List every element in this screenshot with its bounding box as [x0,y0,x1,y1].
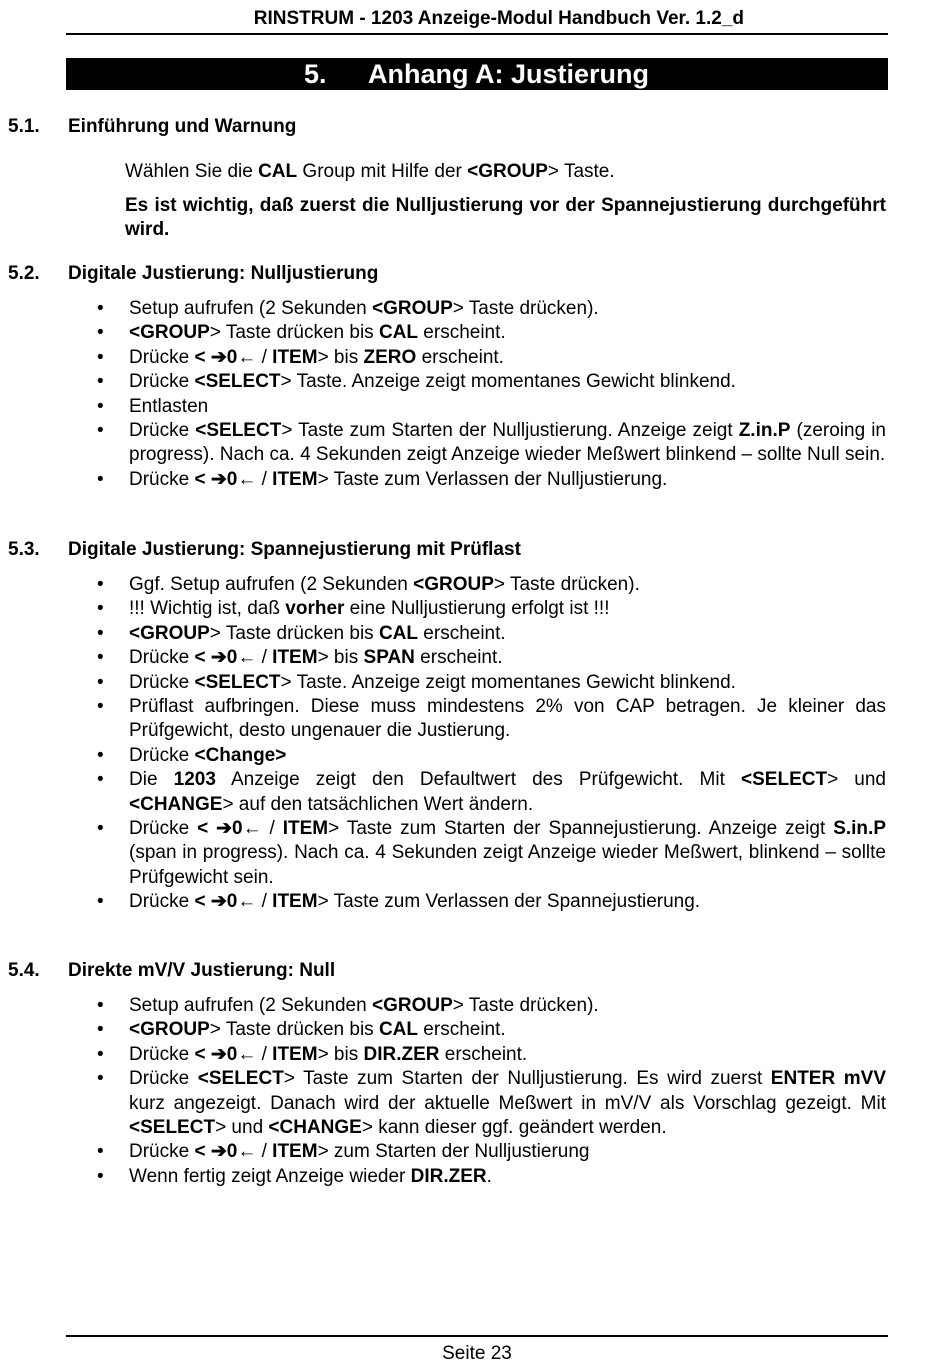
text-run: Prüflast aufbringen. Diese muss mindestens 2% von CAP betragen. Je kleiner das Prüfgewicht, desto ungenauer die Justierung. [129,696,886,742]
list-item [0,1067,886,1140]
text-run: > Taste zum Verlassen der Spannejustierung. [317,891,701,913]
text-run: Drücke [129,1043,195,1065]
bold-text: SPAN [363,647,415,669]
bold-text: <GROUP [129,1019,210,1041]
section-number: 5.3. [8,539,40,560]
text-run: > Taste drücken bis [209,322,379,344]
text-run: Drücke [129,1068,198,1090]
bold-text: < ➔0← [194,647,262,669]
text-run: > Taste zum Starten der Nulljustierung. Anzeige zeigt [281,420,739,442]
text-run: / [261,468,273,490]
bold-text: <SELECT [194,371,281,393]
list-item [0,817,886,890]
list-item [0,890,886,914]
text-run: Drücke [129,891,195,913]
chapter-title-bar [66,58,888,90]
list-item [0,622,886,646]
text-run: Drücke [129,346,195,368]
list-item [0,768,886,817]
bold-text: DIR.ZER [363,1043,440,1065]
text-run: Ggf. Setup aufrufen (2 Sekunden [129,574,414,595]
text-run: / [261,346,273,368]
text-run: . [486,1165,492,1187]
bold-text: CAL [378,1019,419,1041]
section-number: 5.4. [8,960,40,981]
text-run: > kann dieser ggf. geändert werden. [361,1117,667,1139]
text-run: > Taste zum Starten der Nulljustierung. Es wird zuerst [283,1068,771,1090]
bullet-list-5-2 [0,297,950,492]
list-item [0,1043,886,1067]
bold-text: <SELECT [194,671,281,693]
text-run: !!! Wichtig ist, daß [129,598,286,620]
bold-text: ITEM [272,1043,318,1065]
text-run: > und [215,1117,269,1139]
text-run: > Taste. Anzeige zeigt momentanes Gewicht blinkend. [280,671,736,693]
list-item [0,994,886,1018]
bold-text: <SELECT [195,420,282,442]
bold-text: 1203 [173,769,216,791]
text-run: > Taste. [547,161,615,182]
section-title: Digitale Justierung: Nulljustierung [68,263,379,284]
text-run: Drücke [129,420,196,442]
bold-text: ITEM [272,346,318,368]
text-run: eine Nulljustierung erfolgt ist !!! [344,598,610,620]
text-run: Drücke [129,671,195,693]
bold-text: <SELECT [129,1117,216,1139]
bold-text: <GROUP [413,574,494,595]
bold-text: < ➔0← [194,891,262,913]
text-run: / [261,1043,273,1065]
list-item [0,468,886,492]
text-run: erscheint. [418,322,506,344]
text-run: > bis [317,1043,364,1065]
bold-text: < ➔0← [197,818,270,840]
list-item [0,1018,886,1042]
page-number: Seite 23 [442,1343,512,1364]
text-run: erscheint. [414,647,503,669]
text-run: Wählen Sie die [125,161,259,182]
list-item [0,419,886,468]
list-item [0,744,886,768]
text-run: > bis [317,647,364,669]
bullet-list-5-3 [0,573,950,915]
text-run: Group mit Hilfe der [297,161,468,182]
text-run: > Taste drücken). [452,995,599,1016]
bold-text: <GROUP [467,161,548,182]
list-item [0,671,886,695]
text-run: / [269,818,283,840]
text-run: > und [827,769,887,791]
text-run: > auf den tatsächlichen Wert ändern. [222,793,534,815]
bold-text: ENTER mVV [770,1068,886,1090]
text-run: kurz angezeigt. Danach wird der aktuelle Meßwert in mV/V als Vorschlag gezeigt. Mit [129,1092,886,1114]
text-run: > bis [317,346,364,368]
text-run: Drücke [129,744,195,766]
bold-text: CAL [378,322,419,344]
list-item [0,395,886,419]
text-run: Entlasten [129,395,209,417]
text-run: > Taste drücken bis [209,1019,379,1041]
text-run: Wenn fertig zeigt Anzeige wieder [129,1165,411,1187]
bold-text: < ➔0← [194,1141,262,1163]
bold-text: < ➔0← [194,1043,262,1065]
bold-text: S.in.P [833,818,886,840]
bold-text: <Change> [194,744,287,766]
text-run: erscheint. [418,1019,506,1041]
header-rule [66,33,888,35]
text-run: Drücke [129,468,195,490]
section-number: 5.2. [8,263,40,284]
chapter-title: Anhang A: Justierung [368,59,649,89]
bold-text: DIR.ZER [410,1165,487,1187]
running-header: RINSTRUM - 1203 Anzeige-Modul Handbuch Ver. 1.2_d [253,8,744,29]
bold-text: <CHANGE [268,1117,362,1139]
text-run: erscheint. [418,622,506,644]
bold-text: CAL [378,622,419,644]
warning-paragraph: Es ist wichtig, daß zuerst die Nulljustierung vor der Spannejustierung durchgeführt wird. [125,195,886,240]
section-number: 5.1. [8,116,40,137]
bold-text: <GROUP [129,622,210,644]
bold-text: <SELECT [741,769,828,791]
chapter-number: 5. [304,59,327,89]
bold-text: ITEM [272,647,318,669]
intro-paragraph [125,160,886,184]
bold-text: ZERO [363,346,417,368]
section-title: Digitale Justierung: Spannejustierung mit Prüflast [68,539,521,560]
text-run: Anzeige zeigt den Defaultwert des Prüfgewicht. Mit [215,769,742,791]
bold-text: <CHANGE [129,793,223,815]
list-item [0,646,886,670]
bold-text: Z.in.P [738,420,791,442]
section-title: Einführung und Warnung [68,116,297,137]
bold-text: <GROUP [129,322,210,344]
text-run: > Taste drücken). [493,574,640,595]
text-run: (span in progress). Nach ca. 4 Sekunden zeigt Anzeige wieder Meßwert, blinkend – sollte Prüfgewicht sein. [129,842,886,888]
bold-text: CAL [258,161,298,182]
text-run: Drücke [129,647,195,669]
list-item [0,597,886,621]
bold-text: ITEM [282,818,329,840]
text-run: > Taste drücken). [452,298,599,319]
text-run: Drücke [129,818,198,840]
text-run: > Taste zum Starten der Spannejustierung. Anzeige zeigt [328,818,834,840]
bold-text: < ➔0← [194,346,262,368]
bold-text: ITEM [272,1141,318,1163]
list-item [0,321,886,345]
text-run: erscheint. [439,1043,528,1065]
bold-text: < ➔0← [194,468,262,490]
bullet-list-5-4 [0,994,950,1189]
text-run: > Taste zum Verlassen der Nulljustierung. [317,468,668,490]
list-item [0,695,886,744]
bold-text: ITEM [272,468,318,490]
text-run: Setup aufrufen (2 Sekunden [129,298,372,319]
list-item [0,1140,886,1164]
bold-text: <GROUP [371,298,453,319]
text-run: > Taste drücken bis [209,622,379,644]
bold-text: <SELECT [197,1068,284,1090]
text-run: (zeroing in progress). Nach ca. 4 Sekunden zeigt Anzeige wieder Meßwert blinkend – sollte Null sein. [129,420,886,466]
bold-text: <GROUP [371,995,453,1016]
text-run: Setup aufrufen (2 Sekunden [129,995,372,1016]
list-item [0,297,886,321]
text-run: erscheint. [416,346,504,368]
text-run: / [261,891,273,913]
text-run: / [261,647,273,669]
text-run: Die [129,769,174,791]
text-run: Drücke [129,1141,195,1163]
text-run: > Taste. Anzeige zeigt momentanes Gewicht blinkend. [280,371,736,393]
text-run: Drücke [129,371,195,393]
section-title: Direkte mV/V Justierung: Null [68,960,336,981]
list-item [0,573,886,597]
bold-text: vorher [285,598,345,620]
list-item [0,370,886,394]
text-run: / [261,1141,273,1163]
bold-text: ITEM [272,891,318,913]
text-run: > zum Starten der Nulljustierung [317,1141,590,1163]
footer-rule [66,1335,888,1337]
list-item [0,346,886,370]
list-item [0,1165,886,1189]
